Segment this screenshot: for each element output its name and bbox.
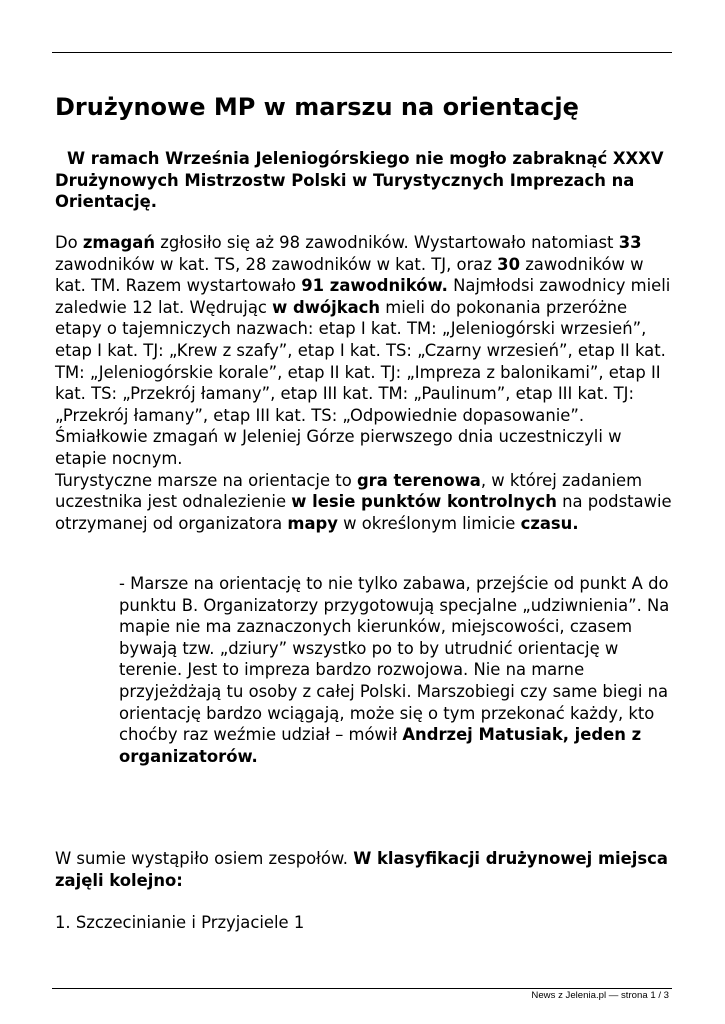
body-text: zawodników w kat. TM. Razem wystartowało bbox=[55, 254, 644, 296]
body-text: na podstawie otrzymanej od organizatora bbox=[55, 492, 672, 533]
lead-text: W ramach Września Jeleniogórskiego nie mogło zabraknąć XXXV Drużynowych Mistrzostw Polski w Turystycznych Imprezach na Orientację. bbox=[55, 149, 664, 212]
body-bold: gra terenowa bbox=[356, 470, 481, 490]
body-bold: w lesie punktów kontrolnych bbox=[291, 492, 557, 512]
body-text: zgłosiło się aż 98 zawodników. Wystartowało natomiast bbox=[155, 233, 619, 252]
article-title: Drużynowe MP w marszu na orientację bbox=[55, 93, 579, 121]
header-rule bbox=[52, 52, 672, 53]
footer-rule bbox=[52, 988, 672, 989]
body-bold: w dwójkach bbox=[272, 297, 381, 317]
body-text: mieli do pokonania przeróżne etapy o tajemniczych nazwach: etap I kat. TM: „Jeleniogórski wrzesień”, etap I kat. TJ: „Krew z szafy”, etap I kat. TS: „Czarny wrzesień”, etap II kat. TM: „Jeleniogórskie korale”, etap II kat. TJ: „Impreza z balonikami”, etap II kat. TS: „Przekrój łamany”, etap III kat. TM: „Paulinum”, etap III kat. TJ: „Przekrój łamany”, etap III kat. TS: „Odpowiednie dopasowanie”. Śmiałkowie zmagań w Jeleniej Górze pierwszego dnia uczestniczyli w etapie nocnym. bbox=[55, 297, 666, 468]
body-bold: 30 bbox=[497, 254, 520, 274]
ranking-item: 1. Szczecinianie i Przyjaciele 1 bbox=[55, 913, 305, 932]
organizer-quote bbox=[119, 573, 679, 767]
body-bold: zmagań bbox=[82, 233, 156, 252]
body-text: Najmłodsi zawodnicy mieli zaledwie 12 lat. Wędrując bbox=[55, 276, 671, 317]
summary-text: W sumie wystąpiło osiem zespołów. bbox=[55, 849, 354, 868]
article-lead bbox=[55, 148, 675, 213]
body-text: Turystyczne marsze na orientacje to bbox=[55, 470, 357, 490]
body-text: , w której zadaniem uczestnika jest odnalezienie bbox=[55, 470, 643, 512]
quote-speaker: Andrzej Matusiak, jeden z organizatorów. bbox=[119, 725, 642, 766]
body-text: zawodników w kat. TS, 28 zawodników w kat. TJ, oraz bbox=[55, 254, 498, 274]
body-text: Do bbox=[55, 233, 83, 252]
body-bold: mapy bbox=[287, 513, 338, 533]
summary-paragraph bbox=[55, 848, 675, 891]
summary-bold: W klasyfikacji drużynowej miejsca zajęli kolejno: bbox=[55, 849, 668, 890]
body-bold: czasu. bbox=[520, 513, 579, 533]
quote-text: - Marsze na orientację to nie tylko zabawa, przejście od punkt A do punktu B. Organizatorzy przygotowują specjalne „udziwnienia”. Na mapie nie ma zaznaczonych kierunków, miejscowości, czasem bywają tzw. „dziury” wszystko po to by utrudnić orientację w terenie. Jest to impreza bardzo rozwojowa. Nie na marne przyjeżdżają tu osoby z całej Polski. Marszobiegi czy same biegi na orientację bardzo wciągają, może się o tym przekonać każdy, kto choćby raz weźmie udział – mówił bbox=[119, 574, 670, 745]
body-bold: 33 bbox=[618, 233, 642, 252]
body-bold: 91 zawodników. bbox=[301, 276, 448, 296]
article-body bbox=[55, 232, 675, 534]
page-footer: News z Jelenia.pl — strona 1 / 3 bbox=[531, 990, 669, 1001]
body-text: w określonym limicie bbox=[337, 513, 521, 533]
